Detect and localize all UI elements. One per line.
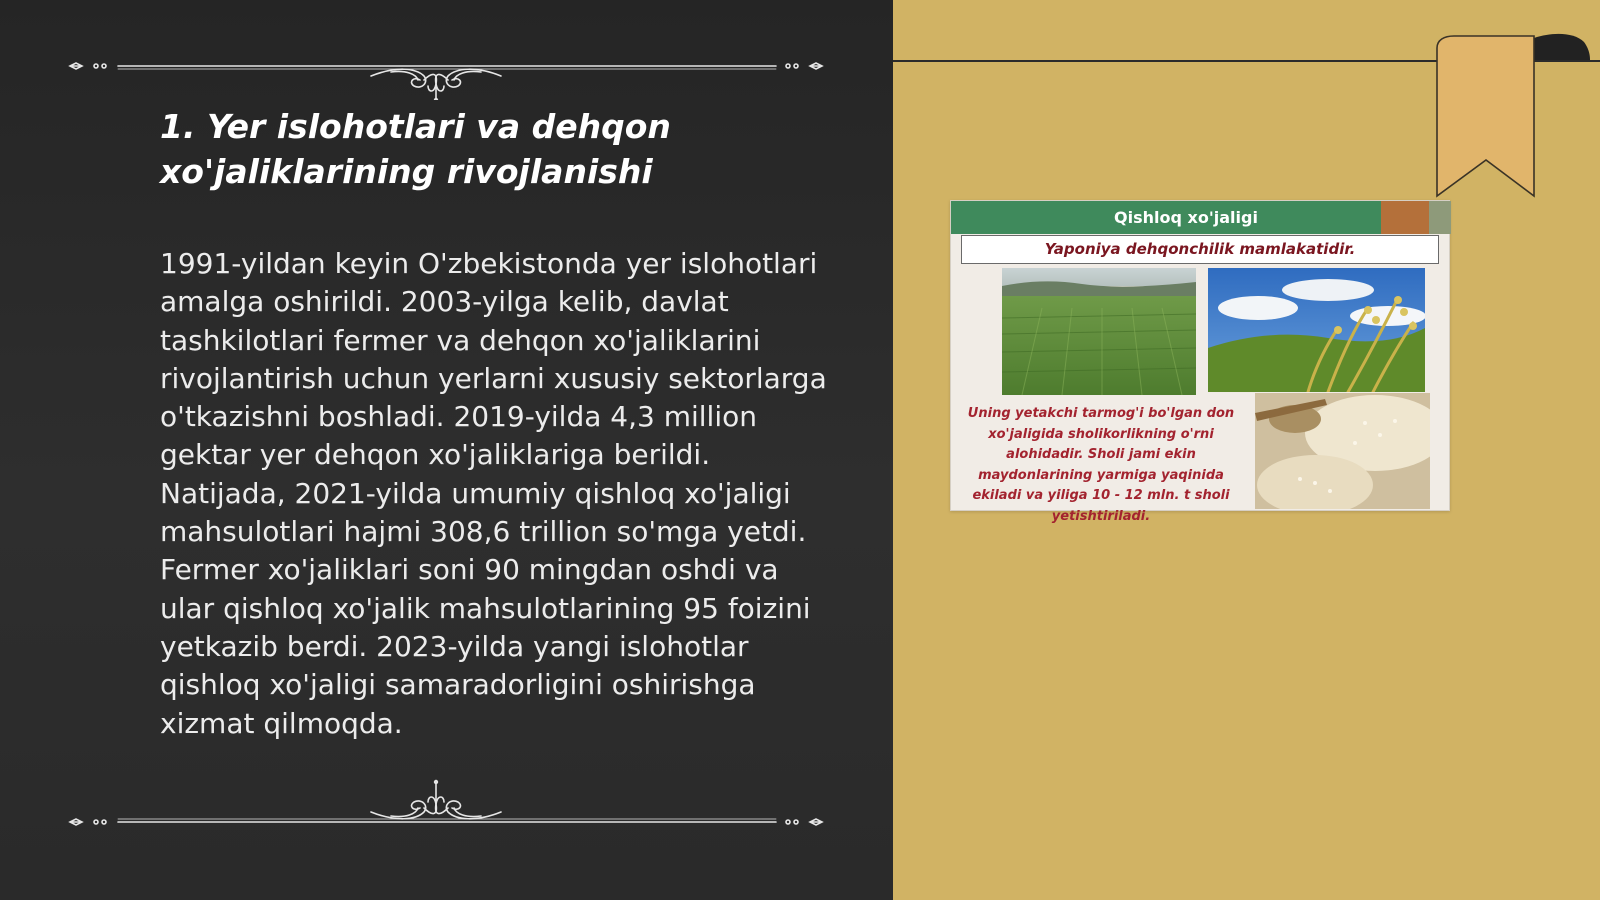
slide-title: 1. Yer islohotlari va dehqon xo'jaliklarining rivojlanishi — [160, 107, 671, 191]
ornament-flourish-icon — [66, 770, 826, 830]
rice-plant-closeup-image — [1208, 268, 1425, 392]
figure-caption: Uning yetakchi tarmog'i bo'lgan don xo'jaligida sholikorlikning o'rni alohidadir. Sholi jami ekin maydonlarining yarmiga yaqinida ekiladi va yiliga 10 - 12 mln. t sholi yetishtiriladi. — [967, 406, 1235, 524]
bookmark-ribbon-icon — [1434, 30, 1594, 200]
header-accent — [1381, 201, 1429, 234]
header-tail — [1429, 201, 1451, 234]
agriculture-figure — [950, 200, 1450, 524]
ornament-flourish-icon — [66, 40, 826, 100]
rice-paddy-field-image — [1002, 268, 1196, 395]
body-paragraph: 1991-yildan keyin O'zbekistonda yer islohotlari amalga oshirildi. 2003-yilga kelib, davlat tashkilotlari fermer va dehqon xo'jaliklarini rivojlantirish uchun yerlarni xususiy sektorlarga o'tkazishni boshladi. 2019-yilda 4,3 million gektar yer dehqon xo'jaliklariga berildi. Natijada, 2021-yilda umumiy qishloq xo'jaligi mahsulotlari hajmi 308,6 trillion so'mga yetdi. Fermer xo'jaliklari soni 90 mingdan oshdi va ular qishloq xo'jalik mahsulotlarining 95 foizini yetkazib berdi. 2023-yilda yangi islohotlar qishloq xo'jaligi samaradorligini oshirishga xizmat qilmoqda. — [160, 247, 827, 740]
rice-grains-image — [1255, 393, 1430, 509]
figure-header: Qishloq xo'jaligi — [951, 201, 1381, 234]
figure-subtitle: Yaponiya dehqonchilik mamlakatidir. — [961, 235, 1439, 264]
